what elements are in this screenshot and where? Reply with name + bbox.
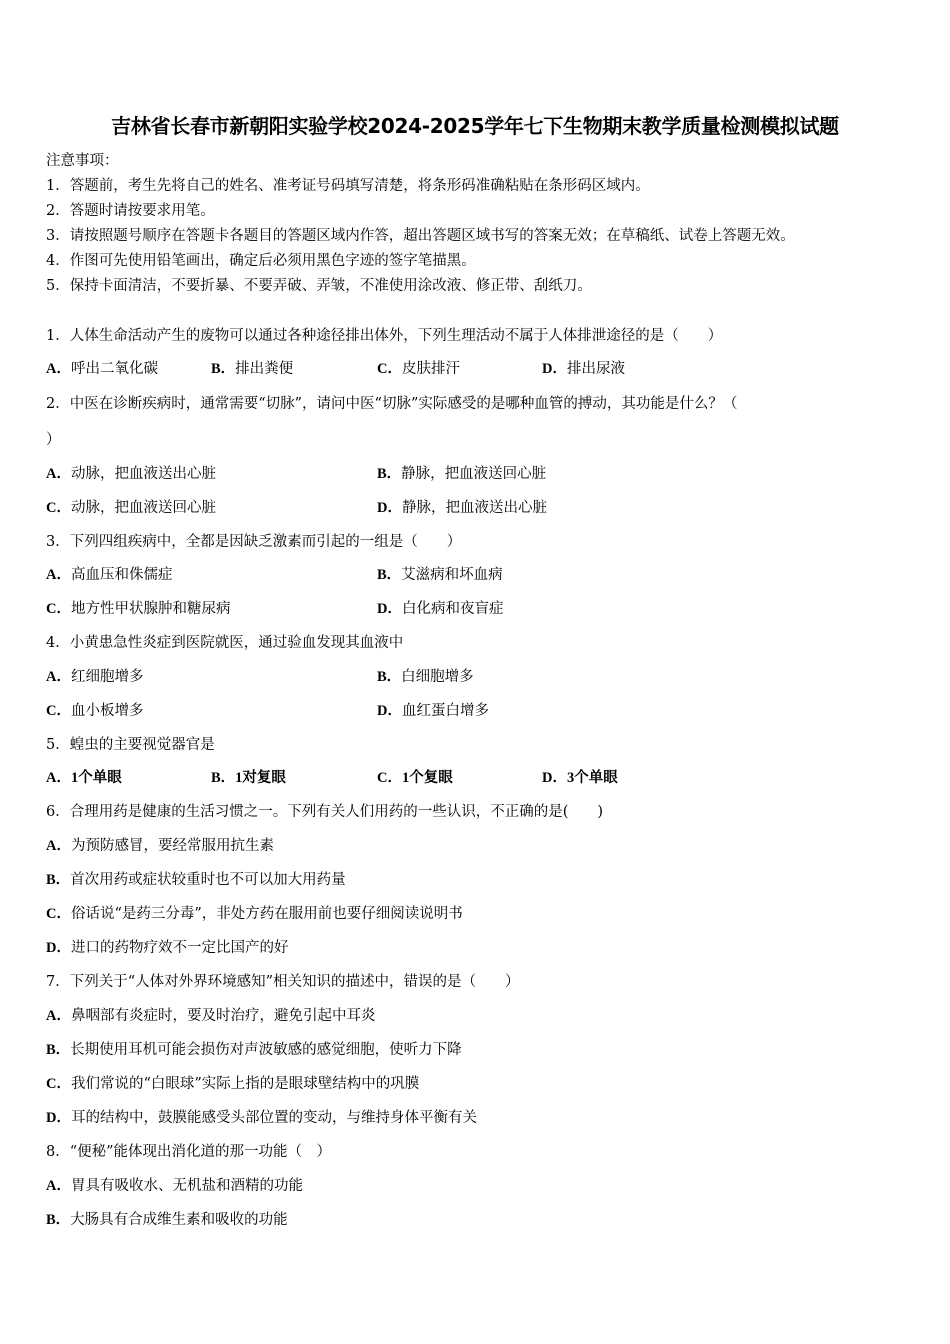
question-2-option-c: [46, 498, 216, 518]
question-5-option-b: [211, 768, 286, 788]
option-text: 我们常说的“白眼球”实际上指的是眼球壁结构中的巩膜: [70, 1076, 420, 1092]
option-letter: A．: [46, 567, 71, 583]
exam-title: 吉林省长春市新朝阳实验学校2024-2025学年七下生物期末教学质量检测模拟试题: [111, 114, 839, 138]
option-text: 耳的结构中，鼓膜能感受头部位置的变动，与维持身体平衡有关: [70, 1110, 477, 1126]
option-letter: D．: [46, 940, 71, 956]
option-text: 鼻咽部有炎症时，要及时治疗，避免引起中耳炎: [70, 1008, 376, 1024]
question-6-option-a: [46, 836, 274, 856]
option-letter: A．: [46, 466, 71, 482]
option-text: 地方性甲状腺肿和糖尿病: [70, 601, 231, 617]
option-letter: A．: [46, 838, 71, 854]
question-7-option-b: [46, 1040, 462, 1060]
option-text: 1个复眼: [401, 770, 453, 786]
notice-item-5: 5．保持卡面清洁，不要折暴、不要弄破、弄皱，不准使用涂改液、修正带、刮纸刀。: [46, 278, 592, 294]
question-6-stem: 6．合理用药是健康的生活习惯之一。下列有关人们用药的一些认识，不正确的是( ): [46, 804, 604, 820]
option-letter: B．: [46, 872, 71, 888]
option-text: 排出粪便: [235, 361, 294, 377]
option-text: 胃具有吸收水、无机盐和酒精的功能: [70, 1178, 303, 1194]
question-8-option-a: [46, 1176, 303, 1196]
question-4-option-d: [377, 701, 489, 721]
option-text: 高血压和侏儒症: [70, 567, 173, 583]
option-letter: B．: [46, 1042, 71, 1058]
option-letter: A．: [46, 1178, 71, 1194]
question-4-option-b: [377, 667, 474, 687]
option-letter: A．: [46, 770, 71, 786]
option-letter: A．: [46, 1008, 71, 1024]
question-7-option-c: [46, 1074, 419, 1094]
option-text: 呼出二氧化碳: [70, 361, 158, 377]
option-text: 艾滋病和坏血病: [401, 567, 503, 583]
option-text: 血小板增多: [70, 703, 144, 719]
option-text: 皮肤排汗: [401, 361, 460, 377]
question-5-option-a: [46, 768, 122, 788]
question-3-option-d: [377, 599, 503, 619]
option-text: 为预防感冒，要经常服用抗生素: [70, 838, 274, 854]
option-letter: C．: [46, 906, 71, 922]
option-text: 俗话说“是药三分毒”，非处方药在服用前也要仔细阅读说明书: [70, 906, 463, 922]
option-letter: B．: [377, 567, 402, 583]
option-text: 红细胞增多: [70, 669, 144, 685]
option-text: 血红蛋白增多: [401, 703, 489, 719]
question-2-stem-cont: ）: [46, 432, 61, 448]
option-letter: D．: [542, 361, 567, 377]
notice-heading: 注意事项：: [46, 153, 119, 169]
option-letter: B．: [211, 770, 236, 786]
option-letter: D．: [377, 703, 402, 719]
question-7-option-a: [46, 1006, 375, 1026]
question-2-option-b: [377, 464, 546, 484]
question-2-option-a: [46, 464, 216, 484]
question-5-option-d: [542, 768, 618, 788]
question-3-option-c: [46, 599, 230, 619]
question-7-option-d: [46, 1108, 477, 1128]
option-text: 进口的药物疗效不一定比国产的好: [70, 940, 289, 956]
question-7-stem: 7．下列关于“人体对外界环境感知”相关知识的描述中，错误的是（ ）: [46, 974, 520, 990]
option-text: 1对复眼: [235, 770, 286, 786]
option-letter: A．: [46, 361, 71, 377]
option-text: 动脉，把血液送回心脏: [70, 500, 216, 516]
option-letter: C．: [46, 703, 71, 719]
question-8-stem: 8．“便秘”能体现出消化道的那一功能（ ）: [46, 1144, 332, 1160]
option-text: 动脉，把血液送出心脏: [70, 466, 216, 482]
option-text: 3个单眼: [566, 770, 618, 786]
option-letter: C．: [46, 500, 71, 516]
option-letter: D．: [377, 601, 402, 617]
option-letter: B．: [377, 466, 402, 482]
question-8-option-b: [46, 1210, 288, 1230]
notice-item-4: 4．作图可先使用铅笔画出，确定后必须用黑色字迹的签字笔描黑。: [46, 253, 476, 269]
option-letter: B．: [377, 669, 402, 685]
option-letter: A．: [46, 669, 71, 685]
option-letter: B．: [46, 1212, 71, 1228]
question-6-option-d: [46, 938, 288, 958]
question-6-option-c: [46, 904, 463, 924]
question-1-option-b: [211, 359, 293, 379]
question-5-stem: 5．蝗虫的主要视觉器官是: [46, 737, 215, 753]
question-3-stem: 3．下列四组疾病中，全都是因缺乏激素而引起的一组是（ ）: [46, 534, 462, 550]
option-letter: D．: [542, 770, 567, 786]
question-2-option-d: [377, 498, 547, 518]
option-text: 白化病和夜盲症: [401, 601, 504, 617]
option-text: 首次用药或症状较重时也不可以加大用药量: [70, 872, 346, 888]
option-letter: D．: [377, 500, 402, 516]
option-text: 排出尿液: [566, 361, 625, 377]
notice-item-3: 3．请按照题号顺序在答题卡各题目的答题区域内作答，超出答题区域书写的答案无效；在草稿纸、试卷上答题无效。: [46, 228, 795, 244]
question-6-option-b: [46, 870, 346, 890]
option-text: 1个单眼: [70, 770, 122, 786]
option-letter: C．: [377, 361, 402, 377]
question-3-option-a: [46, 565, 172, 585]
option-text: 静脉，把血液送出心脏: [401, 500, 547, 516]
question-4-stem: 4．小黄患急性炎症到医院就医，通过验血发现其血液中: [46, 635, 404, 651]
option-letter: C．: [46, 1076, 71, 1092]
option-text: 大肠具有合成维生素和吸收的功能: [70, 1212, 288, 1228]
option-letter: C．: [377, 770, 402, 786]
question-5-option-c: [377, 768, 453, 788]
option-text: 白细胞增多: [401, 669, 474, 685]
notice-item-1: 1．答题前，考生先将自己的姓名、准考证号码填写清楚，将条形码准确粘贴在条形码区域内。: [46, 178, 650, 194]
option-text: 长期使用耳机可能会损伤对声波敏感的感觉细胞，使听力下降: [70, 1042, 462, 1058]
question-1-option-a: [46, 359, 158, 379]
option-letter: D．: [46, 1110, 71, 1126]
question-1-option-d: [542, 359, 625, 379]
question-1-option-c: [377, 359, 460, 379]
question-2-stem: 2．中医在诊断疾病时，通常需要“切脉”，请问中医“切脉”实际感受的是哪种血管的搏动，其功能是什么？（: [46, 396, 738, 412]
notice-item-2: 2．答题时请按要求用笔。: [46, 203, 215, 219]
question-1-stem: 1．人体生命活动产生的废物可以通过各种途径排出体外，下列生理活动不属于人体排泄途径的是（ ）: [46, 328, 723, 344]
question-4-option-a: [46, 667, 143, 687]
option-text: 静脉，把血液送回心脏: [401, 466, 547, 482]
question-3-option-b: [377, 565, 503, 585]
option-letter: B．: [211, 361, 236, 377]
question-4-option-c: [46, 701, 143, 721]
option-letter: C．: [46, 601, 71, 617]
